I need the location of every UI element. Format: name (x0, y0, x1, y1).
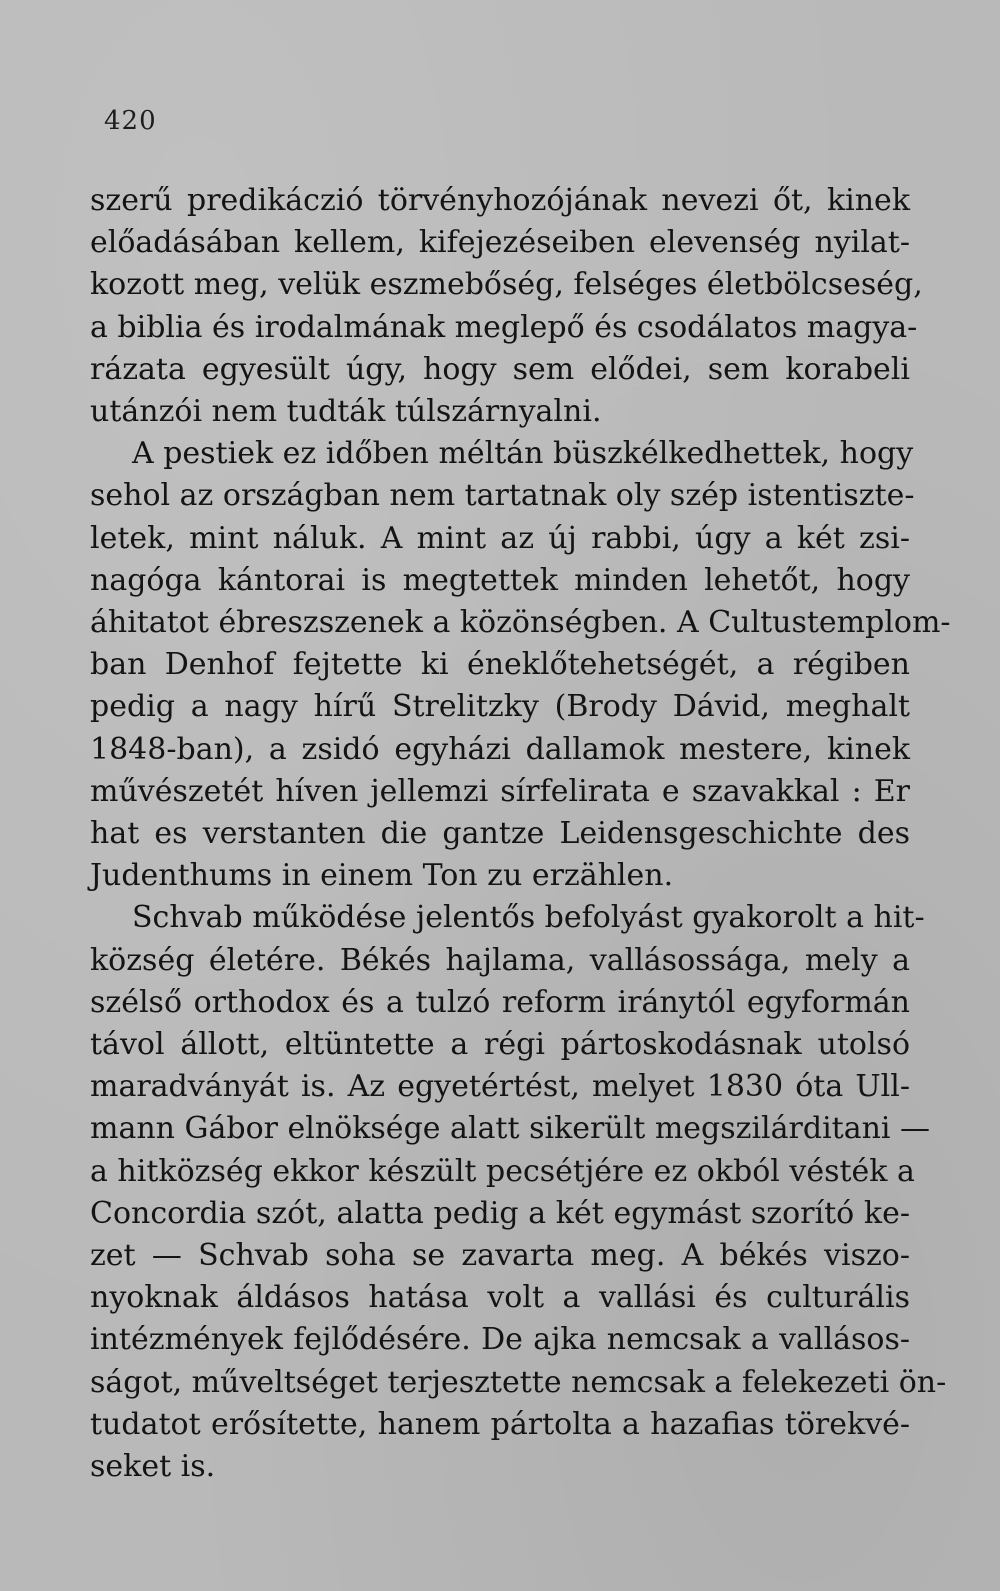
text-line: előadásában kellem, kifejezéseiben elevenség nyilat- (90, 225, 910, 261)
text-line: ságot, műveltséget terjesztette nemcsak a felekezeti ön- (90, 1364, 947, 1400)
text-line: község életére. Békés hajlama, vallásossága, mely a (90, 942, 910, 978)
text-line: művészetét híven jellemzi sírfelirata e szavakkal : Er (90, 773, 910, 809)
text-line: kozott meg, velük eszmebőség, felséges életbölcseség, (90, 267, 923, 303)
text-line: hat es verstanten die gantze Leidensgeschichte des (90, 816, 910, 852)
body-text (90, 180, 951, 1488)
text-line: Schvab működése jelentős befolyást gyakorolt a hit- (132, 900, 925, 936)
text-line: áhitatot ébreszszenek a közönségben. A Cultustemplom- (90, 605, 951, 641)
text-line: zet — Schvab soha se zavarta meg. A békés viszo- (90, 1238, 910, 1274)
text-line: sehol az országban nem tartatnak oly szép istentiszte- (90, 478, 915, 514)
text-line: távol állott, eltüntette a régi pártoskodásnak utolsó (90, 1027, 910, 1063)
text-line: rázata egyesült úgy, hogy sem elődei, sem korabeli (90, 351, 910, 387)
text-line: nagóga kántorai is megtettek minden lehetőt, hogy (90, 562, 910, 598)
text-line: seket is. (90, 1449, 216, 1485)
text-line: Judenthums in einem Ton zu erzählen. (90, 858, 674, 894)
text-line: letek, mint náluk. A mint az új rabbi, úgy a két zsi- (90, 520, 910, 556)
text-line: a biblia és irodalmának meglepő és csodálatos magya- (90, 309, 918, 345)
text-line: tudatot erősítette, hanem pártolta a hazafias törekvé- (90, 1406, 910, 1442)
text-line: mann Gábor elnöksége alatt sikerült megszilárditani — (90, 1111, 931, 1147)
text-line: Concordia szót, alatta pedig a két egymást szorító ke- (90, 1195, 910, 1231)
text-line: szélső orthodox és a tulzó reform iránytól egyformán (90, 984, 910, 1020)
text-line: nyoknak áldásos hatása volt a vallási és culturális (90, 1280, 910, 1316)
text-line: ban Denhof fejtette ki éneklőtehetségét, a régiben (90, 647, 910, 683)
text-line: pedig a nagy hírű Strelitzky (Brody Dávid, meghalt (90, 689, 910, 725)
text-line: 1848-ban), a zsidó egyházi dallamok mestere, kinek (90, 731, 910, 767)
text-line: szerű predikáczió törvényhozójának nevezi őt, kinek (90, 183, 910, 218)
text-line: intézmények fejlődésére. De ajka nemcsak a vallásos- (90, 1322, 910, 1358)
text-line: A pestiek ez időben méltán büszkélkedhettek, hogy (132, 436, 914, 472)
text-line: utánzói nem tudták túlszárnyalni. (90, 394, 602, 430)
text-line: maradványát is. Az egyetértést, melyet 1830 óta Ull- (90, 1069, 910, 1105)
page-number: 420 (104, 106, 157, 136)
text-line: a hitközség ekkor készült pecsétjére ez okból vésték a (90, 1153, 915, 1189)
